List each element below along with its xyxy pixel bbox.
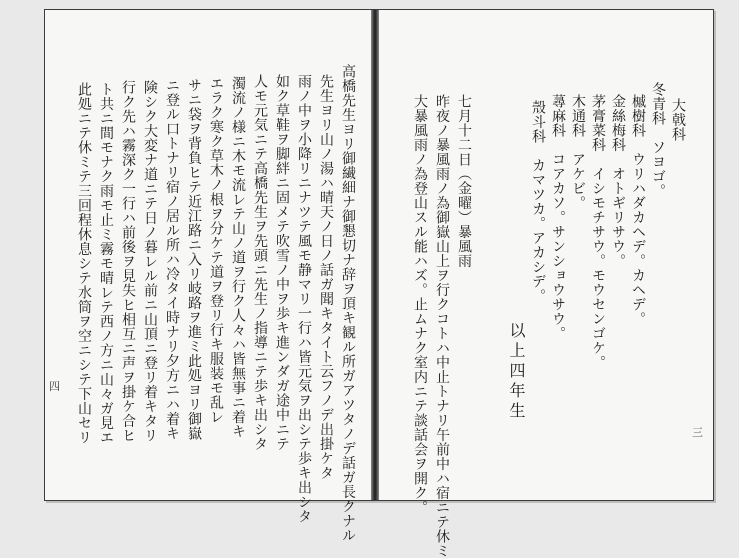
page-number: 四 [49,380,60,393]
family-entry: 槭樹科 ウリハダカヘデ。カヘデ。 [630,94,646,326]
page-number: 三 [692,426,703,439]
diary-line: 大暴風雨ノ為登山スル能ハズ。止ムナク室内ニテ談話会ヲ開ク。 [412,94,428,515]
text-column: 先生ヨリ山ノ湯ハ晴天ノ日ノ話ガ聞キタイト云フノデ出掛ケタ [318,74,334,480]
text-column: 行ク先ハ霧深ク一行ハ前後ヲ見失ヒ相互ニ声ヲ掛ケ合ヒ [120,80,136,443]
family-entry: 冬青科 ソヨゴ。 [650,82,666,198]
text-column: ニ登ル口トナリ宿ノ居ル所ハ冷タイ時ナリ夕方ニハ着キ [164,78,180,441]
text-column: サニ袋ヲ背負ヒテ近江路ニ入リ岐路ヲ進ミ此処ヨリ御嶽 [186,78,202,441]
text-column: 人モ元気ニテ高橋先生ヲ先頭ニ先生ノ指導ニテ歩キ出シタ [252,74,268,451]
family-entry: 金絲梅科 オトギリサウ。 [610,94,626,268]
family-entry: 木通科 アケビ。 [570,94,586,210]
text-column: ト共ニ間モナク雨モ止ミ霧モ晴レテ西ノ方ニ山々ガ見エ [98,82,114,445]
text-column: 此処ニテ休ミテ三回程休息シテ水筒ヲ空ニシテ下山セリ [76,82,92,445]
closing-note: 以上四年生 [507,322,526,422]
book-gutter [371,10,379,500]
right-page [379,10,713,558]
diary-line: 昨夜ノ暴風雨ノ為御嶽山上ヲ行クコトハ中止トナリ午前中ハ宿ニテ休ミ [434,94,450,558]
text-column: 高橋先生ヨリ御繊細ナ御懇切ナ辞ヲ頂キ観ル所ガアツタノデ話ガ長クナル [340,64,356,543]
family-entry: 大戟科 [670,98,686,142]
text-column: エラク寒ク草木ノ根ヲ分ケテ道ヲ登リ行キ服装モ乱レ [208,76,224,424]
text-column: 雨ノ中ヲ小降リニナツテ風モ静マリ一行ハ皆元気ヲ出シテ歩キ出シタ [296,74,312,524]
text-column: 濁流ノ様ニ木モ流レテ山ノ道ヲ行ク人々ハ皆無事ニ着キ [230,76,246,439]
book-spread [44,9,714,558]
family-entry: 殼斗科 カマツカ。アカシデ。 [530,100,546,303]
family-entry: 蕁麻科 コアカソ。サンショウサウ。 [550,94,566,341]
left-page [45,10,371,543]
diary-date: 七月十二日（金曜）暴風雨 [456,94,472,268]
text-column: 如ク草鞋ヲ脚絆ニ固メテ吹雪ノ中ヲ歩キ進ンダガ途中ニテ [274,74,290,451]
family-entry: 茅膏菜科 イシモチサウ。モウセンゴケ。 [590,94,606,370]
text-column: 険シク大変ナ道ニテ日ノ暮レル前ニ山頂ニ登リ着キタリ [142,80,158,443]
